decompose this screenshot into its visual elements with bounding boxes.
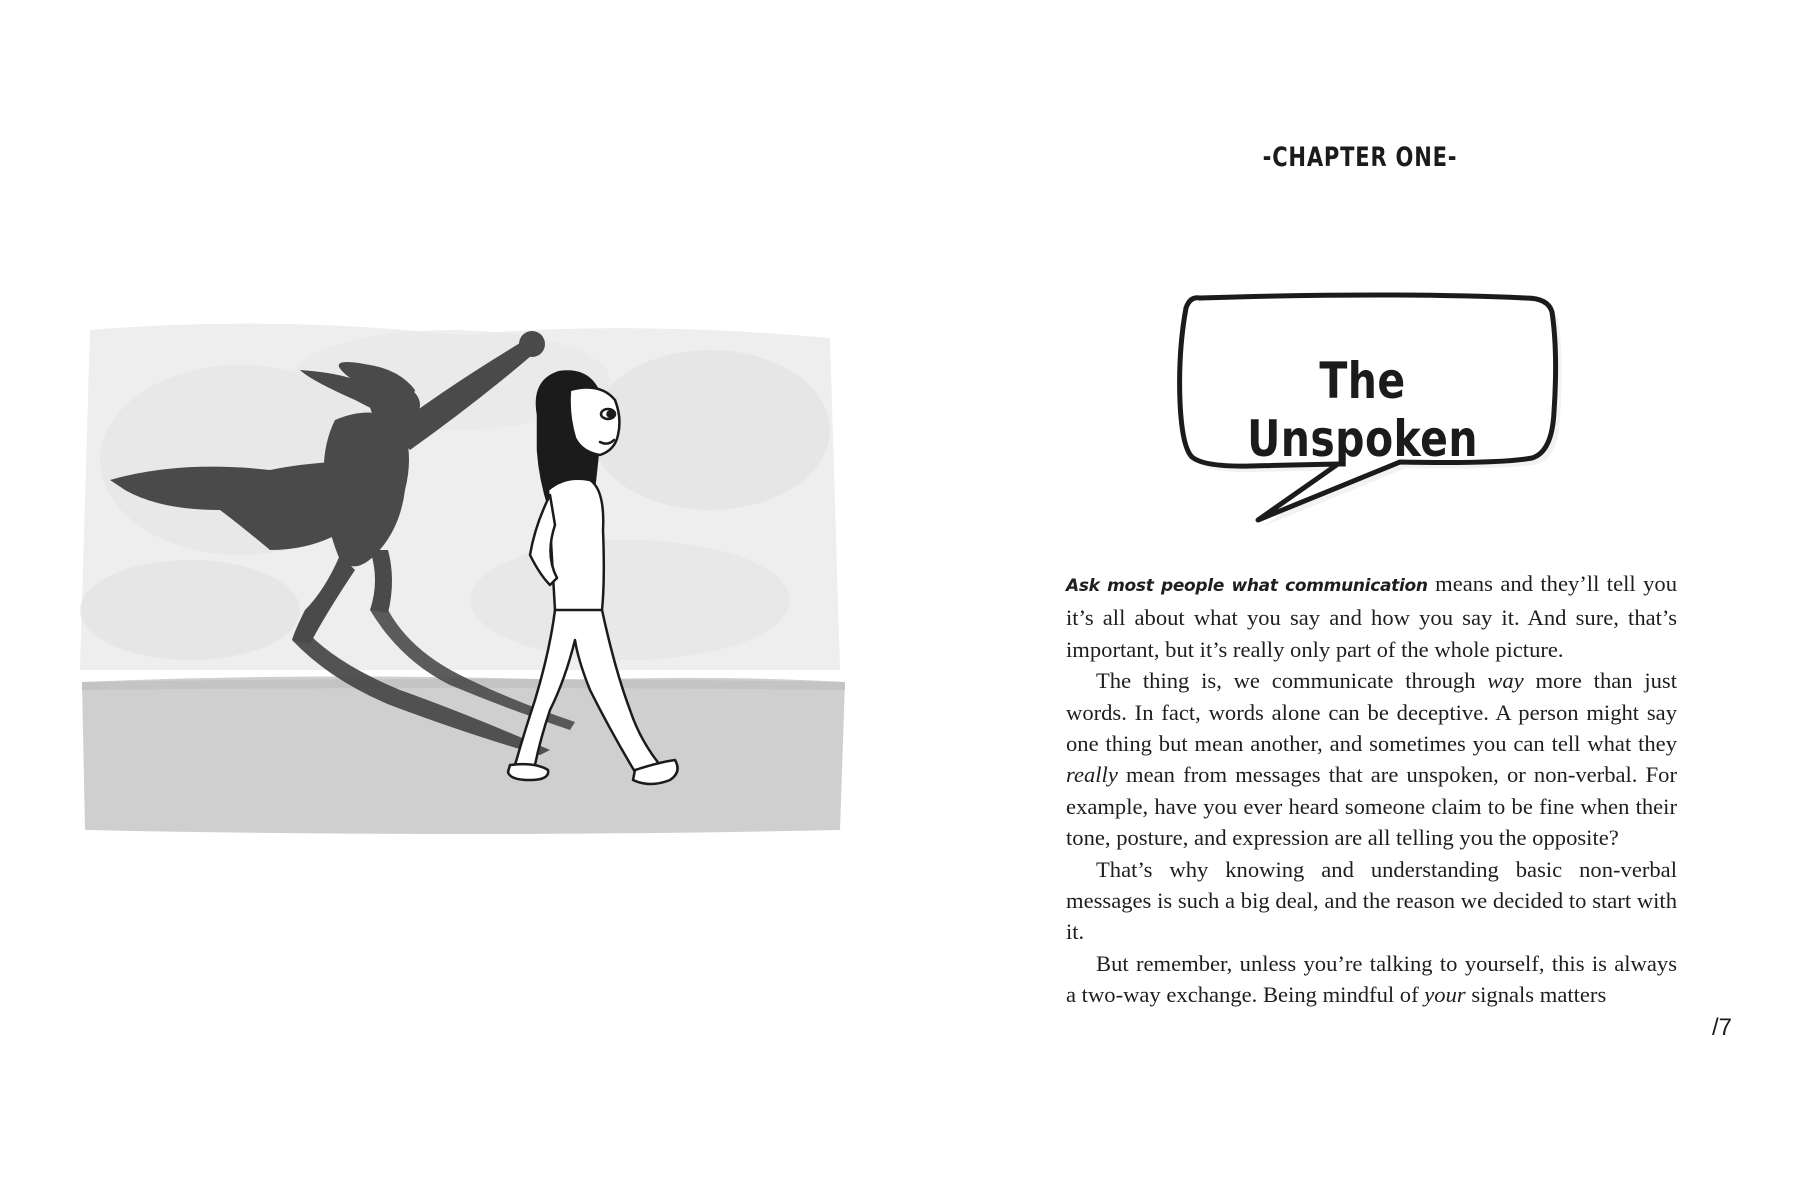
paragraph-4 — [1066, 948, 1677, 1011]
paragraph-4-part-2: signals matters — [1465, 982, 1607, 1008]
paragraph-1 — [1066, 568, 1677, 665]
paragraph-1-text: means and they’ll tell you it’s all about what you say and how you say it. And sure, that’s important, but it’s really only part of the whole picture. — [1066, 571, 1677, 662]
paragraph-2-emphasis-2: really — [1066, 762, 1118, 788]
ground-wash — [82, 676, 845, 834]
paragraph-2-part-1: The thing is, we communicate through — [1096, 668, 1488, 694]
lead-in-text: Ask most people what communication — [1066, 576, 1428, 596]
illustration-girl-with-superhero-shadow — [70, 310, 850, 840]
paragraph-2-part-2: more than just words. In fact, words alone can be deceptive. A person might say one thing but mean another, and sometimes you can tell what they — [1066, 668, 1677, 757]
body-text — [1066, 568, 1677, 1011]
paragraph-3-text: That’s why knowing and understanding basic non-verbal messages is such a big deal, and the reason we decided to start with it. — [1066, 856, 1677, 945]
paragraph-2-emphasis-1: way — [1487, 668, 1524, 694]
page-number: /7 — [1712, 1014, 1733, 1041]
paragraph-3 — [1066, 854, 1677, 948]
chapter-title: The Unspoken — [1247, 352, 1478, 468]
paragraph-2 — [1066, 665, 1677, 853]
paragraph-4-part-1: But remember, unless you’re talking to yourself, this is always a two-way exchange. Being mindful of — [1066, 950, 1677, 1008]
paragraph-2-part-3: mean from messages that are unspoken, or non-verbal. For example, have you ever heard someone claim to be fine when their tone, posture, and expression are all telling you the opposite? — [1066, 762, 1677, 851]
chapter-label: -CHAPTER ONE- — [1262, 142, 1458, 173]
paragraph-4-emphasis: your — [1424, 982, 1466, 1008]
